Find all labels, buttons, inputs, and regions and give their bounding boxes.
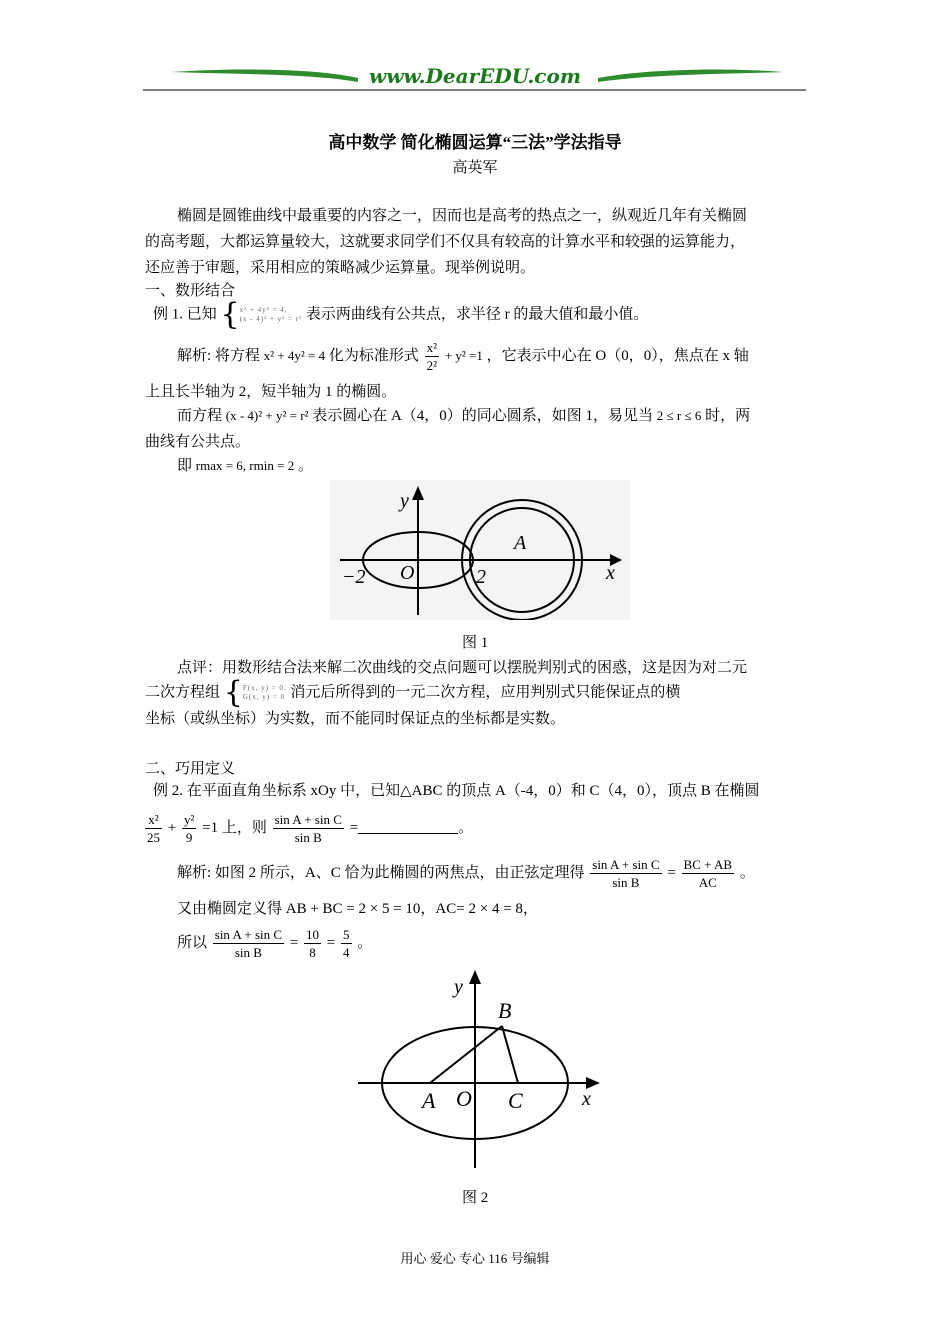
sol2-f2-num: BC + AB xyxy=(683,857,733,873)
section-1-heading: 一、数形结合 xyxy=(145,283,236,299)
fig2-b-label: B xyxy=(498,998,512,1023)
sol1-result: rmax = 6, rmin = 2 xyxy=(195,458,295,473)
fig2-segment-bc xyxy=(502,1026,518,1083)
sol2-f5-den: 4 xyxy=(343,945,350,961)
intro-line-1: 椭圆是圆锥曲线中最重要的内容之一，因而也是高考的热点之一，纵观近几年有关椭圆 xyxy=(177,208,748,224)
page-footer: 用心 爱心 专心 116 号编辑 xyxy=(400,1251,550,1266)
figure-2 xyxy=(356,968,606,1170)
ex2-f1-den: 25 xyxy=(147,830,160,846)
ex2-end: 。 xyxy=(458,820,474,836)
fig2-o-label: O xyxy=(456,1086,472,1111)
page-title: 高中数学 简化椭圆运算“三法”学法指导 xyxy=(328,133,622,152)
sol2-equals-2: = xyxy=(289,935,299,951)
sol1-text-i: 即 xyxy=(177,458,193,474)
solution-2-line-1 xyxy=(177,850,755,896)
example-1 xyxy=(153,297,649,332)
ex1-sys-line-2: (x - 4)² + y² = r² xyxy=(239,315,303,323)
sol2-fraction-5 xyxy=(341,926,352,961)
ex1-sys-line-1: x² + 4y² = 4, xyxy=(239,306,288,314)
sol2-end-2: 。 xyxy=(357,935,373,951)
comment-system xyxy=(243,684,287,702)
sol2-equals-3: = xyxy=(326,935,336,951)
sol1-inequality: 2 ≤ r ≤ 6 xyxy=(656,408,702,423)
comment-text-b: 消元后所得到的一元二次方程，应用判别式只能保证点的横 xyxy=(290,684,681,701)
fig2-a-label: A xyxy=(422,1088,436,1113)
fig1-x-label: x xyxy=(606,562,615,584)
sol2-text-a: 解析: 如图 2 所示，A、C 恰为此椭圆的两焦点，由正弦定理得 xyxy=(177,865,585,881)
sol1-equation-2: + y² =1 xyxy=(444,348,483,363)
sol1-text-a: 解析: 将方程 xyxy=(177,348,260,364)
comment-sys-line-1: F(x, y) = 0, xyxy=(242,684,287,692)
solution-1-line-4: 曲线有公共点。 xyxy=(145,434,251,450)
fig2-segment-ab xyxy=(430,1026,502,1083)
sol2-fraction-1 xyxy=(590,856,661,891)
figure-2-caption: 图 2 xyxy=(462,1190,489,1206)
ex2-plus: + xyxy=(167,820,177,836)
ex2-f3-num: sin A + sin C xyxy=(274,812,342,828)
sol1-text-f: 表示圆心在 A（4，0）的同心圆系，如图 1，易见当 xyxy=(312,408,654,424)
ex2-text-b: =1 上，则 xyxy=(202,820,267,836)
comment-line-2 xyxy=(145,675,681,710)
solution-1-line-3 xyxy=(177,406,750,426)
fig1-o-label: O xyxy=(400,562,415,584)
sol2-f4-num: 10 xyxy=(306,927,320,943)
sol1-end: 。 xyxy=(297,458,313,474)
sol1-equation-3: (x - 4)² + y² = r² xyxy=(225,408,309,423)
sol1-text-c: ，它表示中心在 O（0，0），焦点在 x 轴 xyxy=(486,348,749,364)
comment-sys-line-2: G(x, y) = 0 xyxy=(242,693,286,701)
sol2-f1-num: sin A + sin C xyxy=(592,857,660,873)
sol2-f3-num: sin A + sin C xyxy=(214,927,283,943)
sol1-fraction xyxy=(425,339,439,374)
sol2-equals: = xyxy=(667,865,676,881)
ex2-fraction-2 xyxy=(182,811,196,846)
intro-line-2: 的高考题，大都运算量较大，这就要求同学们不仅具有较高的计算水平和较强的运算能力， xyxy=(145,234,746,250)
sol2-fraction-3 xyxy=(213,926,284,961)
fig1-pos2-label: 2 xyxy=(476,566,486,588)
sol1-text-g: 时，两 xyxy=(705,408,751,424)
section-2-heading: 二、巧用定义 xyxy=(145,761,236,777)
sol1-text-e: 而方程 xyxy=(177,408,223,424)
solution-1-line-2: 上且长半轴为 2，短半轴为 1 的椭圆。 xyxy=(145,384,397,400)
figure-1-graph xyxy=(330,480,630,620)
ex1-label: 例 1. 已知 xyxy=(153,306,217,323)
fig1-a-label: A xyxy=(514,532,527,554)
figure-1-caption: 图 1 xyxy=(462,635,489,651)
sol1-equation-1: x² + 4y² = 4 xyxy=(263,348,326,363)
comment-line-1: 点评：用数形结合法来解二次曲线的交点问题可以摆脱判别式的困惑，这是因为对二元 xyxy=(177,660,748,676)
sol2-fraction-2 xyxy=(682,856,735,891)
page-header xyxy=(143,60,806,92)
ex1-text: 表示两曲线有公共点，求半径 r 的最大值和最小值。 xyxy=(305,306,649,323)
sol2-f2-den: AC xyxy=(698,875,717,891)
ex1-brace: { xyxy=(220,297,240,332)
comment-text-a: 二次方程组 xyxy=(145,684,221,701)
ex2-answer-blank xyxy=(358,819,458,834)
ex2-f2-den: 9 xyxy=(185,830,193,846)
sol2-text-c: 所以 xyxy=(177,935,208,951)
comment-brace: { xyxy=(223,675,243,710)
ex2-fraction-1 xyxy=(145,811,162,846)
fig2-y-label: y xyxy=(454,976,463,998)
header-logo-text: www.DearEDU.com xyxy=(368,64,581,88)
ex2-equals: = xyxy=(349,820,359,836)
sol2-f3-den: sin B xyxy=(234,945,262,961)
figure-2-graph xyxy=(356,968,606,1170)
solution-2-line-3 xyxy=(177,920,372,966)
sol2-fraction-4 xyxy=(304,926,321,961)
fig2-c-label: C xyxy=(508,1088,523,1113)
example-2-line-2 xyxy=(145,805,473,851)
sol1-text-b: 化为标准形式 xyxy=(328,348,419,364)
solution-1-line-5 xyxy=(177,456,313,476)
sol2-end: 。 xyxy=(739,865,755,881)
comment-line-3: 坐标（或纵坐标）为实数，而不能同时保证点的坐标都是实数。 xyxy=(145,711,566,727)
intro-line-3: 还应善于审题，采用相应的策略减少运算量。现举例说明。 xyxy=(145,260,536,276)
ex2-f3-den: sin B xyxy=(294,830,322,846)
fig1-neg2-label: −2 xyxy=(342,566,366,588)
sol2-f1-den: sin B xyxy=(612,875,640,891)
author: 高英军 xyxy=(452,160,498,176)
sol2-f4-den: 8 xyxy=(309,945,316,961)
sol2-f5-num: 5 xyxy=(343,927,350,943)
figure-1 xyxy=(330,480,630,620)
sol1-frac-den: 2² xyxy=(426,358,438,374)
fig2-y-arrow xyxy=(469,970,481,984)
ex2-f2-num: y² xyxy=(183,812,195,828)
ex2-fraction-3 xyxy=(273,811,344,846)
solution-1-line-1 xyxy=(177,338,749,374)
ex2-f1-num: x² xyxy=(145,811,162,829)
solution-2-line-2: 又由椭圆定义得 AB + BC = 2 × 5 = 10，AC= 2 × 4 = 8， xyxy=(177,901,538,917)
fig2-x-label: x xyxy=(582,1088,591,1110)
sol1-frac-num: x² xyxy=(426,340,438,356)
intro-paragraph xyxy=(145,203,810,281)
fig1-y-label: y xyxy=(400,490,409,512)
ex1-system xyxy=(240,306,303,324)
example-2-line-1: 例 2. 在平面直角坐标系 xOy 中，已知△ABC 的顶点 A（-4，0）和 C（4，0），顶点 B 在椭圆 xyxy=(153,783,760,799)
